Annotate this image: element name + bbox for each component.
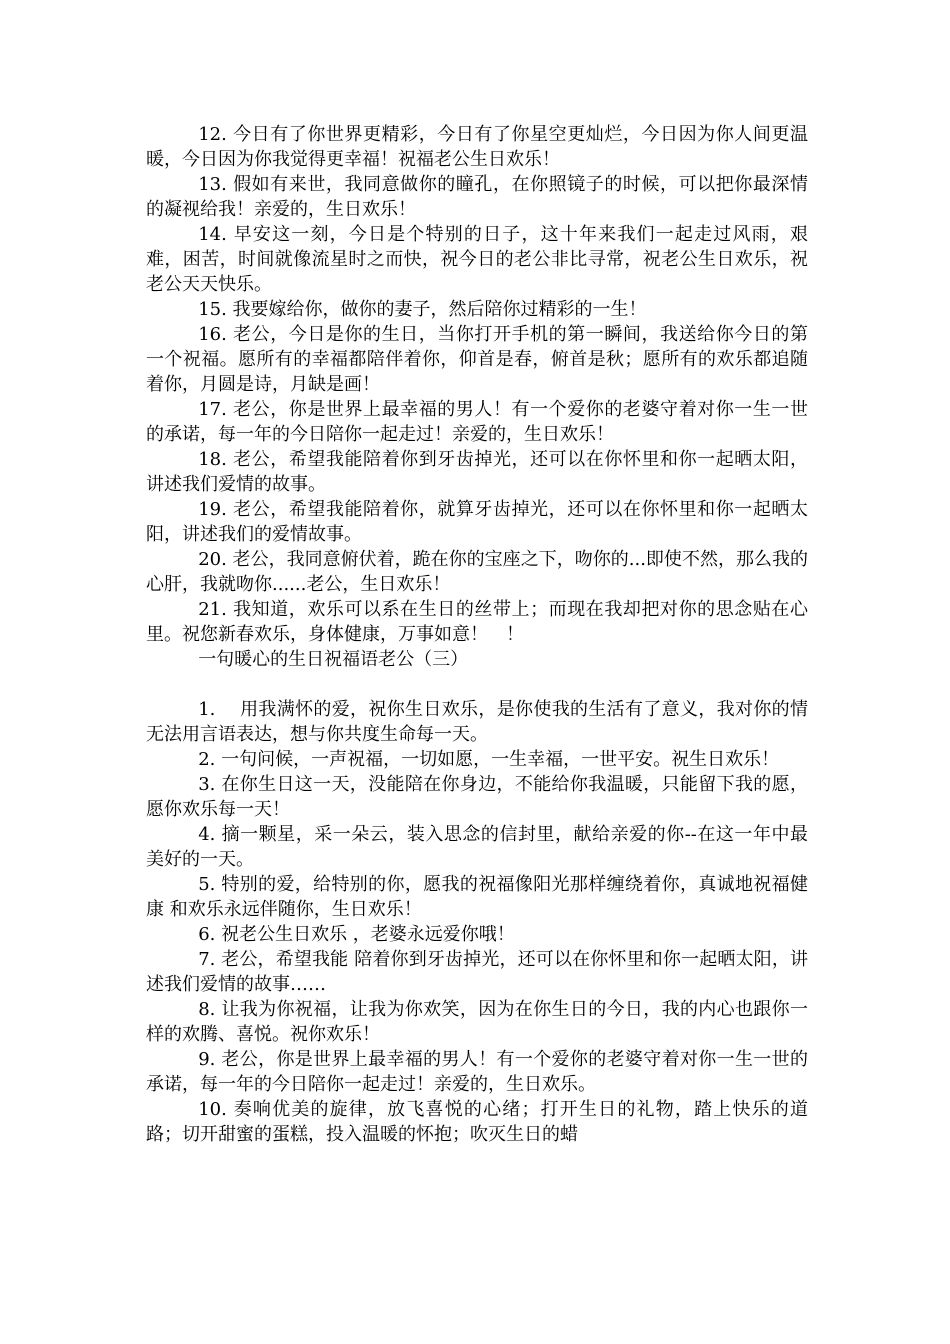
document-page	[146, 122, 808, 1147]
paragraph-12: 12. 今日有了你世界更精彩，今日有了你星空更灿烂，今日因为你人间更温暖，今日因为你我觉得更幸福！祝福老公生日欢乐！	[146, 124, 808, 170]
paragraph-b2: 2. 一句问候，一声祝福，一切如愿，一生幸福，一世平安。祝生日欢乐！	[198, 749, 780, 770]
blank-line	[146, 672, 808, 697]
paragraph-b3: 3. 在你生日这一天，没能陪在你身边，不能给你我温暖，只能留下我的愿，愿你欢乐每一天！	[146, 774, 808, 820]
paragraph-b8: 8. 让我为你祝福，让我为你欢笑，因为在你生日的今日，我的内心也跟你一样的欢腾、喜悦。祝你欢乐！	[146, 999, 808, 1045]
paragraph-b6: 6. 祝老公生日欢乐 ，老婆永远爱你哦！	[198, 924, 515, 945]
paragraph-17: 17. 老公，你是世界上最幸福的男人！有一个爱你的老婆守着对你一生一世的承诺，每一年的今日陪你一起走过！亲爱的，生日欢乐！	[146, 399, 808, 445]
paragraph-21: 21. 我知道，欢乐可以系在生日的丝带上；而现在我却把对你的思念贴在心里。祝您新春欢乐，身体健康，万事如意！ ！	[146, 599, 808, 645]
paragraph-b9: 9. 老公，你是世界上最幸福的男人！有一个爱你的老婆守着对你一生一世的承诺，每一年的今日陪你一起走过！亲爱的，生日欢乐。	[146, 1049, 808, 1095]
paragraph-b10: 10. 奏响优美的旋律，放飞喜悦的心绪；打开生日的礼物，踏上快乐的道路；切开甜蜜的蛋糕，投入温暖的怀抱；吹灭生日的蜡	[146, 1099, 808, 1145]
paragraph-b5: 5. 特别的爱，给特别的你，愿我的祝福像阳光那样缠绕着你，真诚地祝福健康 和欢乐永远伴随你，生日欢乐！	[146, 874, 808, 920]
paragraph-b1: 1. 用我满怀的爱，祝你生日欢乐，是你使我的生活有了意义，我对你的情无法用言语表达，想与你共度生命每一天。	[146, 699, 808, 745]
section-heading: 一句暖心的生日祝福语老公（三）	[198, 649, 469, 670]
paragraph-19: 19. 老公，希望我能陪着你，就算牙齿掉光，还可以在你怀里和你一起晒太阳，讲述我们的爱情故事。	[146, 499, 808, 545]
paragraph-b7: 7. 老公，希望我能 陪着你到牙齿掉光，还可以在你怀里和你一起晒太阳，讲述我们爱情的故事……	[146, 949, 808, 995]
paragraph-13: 13. 假如有来世，我同意做你的瞳孔，在你照镜子的时候，可以把你最深情的凝视给我！亲爱的，生日欢乐！	[146, 174, 808, 220]
paragraph-b4: 4. 摘一颗星，采一朵云，装入思念的信封里，献给亲爱的你--在这一年中最美好的一天。	[146, 824, 808, 870]
paragraph-14: 14. 早安这一刻，今日是个特别的日子，这十年来我们一起走过风雨，艰难，困苦，时间就像流星时之而快，祝今日的老公非比寻常，祝老公生日欢乐，祝老公天天快乐。	[146, 224, 808, 295]
paragraph-16: 16. 老公，今日是你的生日，当你打开手机的第一瞬间，我送给你今日的第一个祝福。愿所有的幸福都陪伴着你，仰首是春，俯首是秋；愿所有的欢乐都追随着你，月圆是诗，月缺是画！	[146, 324, 808, 395]
paragraph-20: 20. 老公，我同意俯伏着，跪在你的宝座之下，吻你的...即使不然，那么我的心肝，我就吻你......老公，生日欢乐！	[146, 549, 808, 595]
paragraph-15: 15. 我要嫁给你，做你的妻子，然后陪你过精彩的一生！	[198, 299, 647, 320]
paragraph-18: 18. 老公，希望我能陪着你到牙齿掉光，还可以在你怀里和你一起晒太阳，讲述我们爱情的故事。	[146, 449, 808, 495]
